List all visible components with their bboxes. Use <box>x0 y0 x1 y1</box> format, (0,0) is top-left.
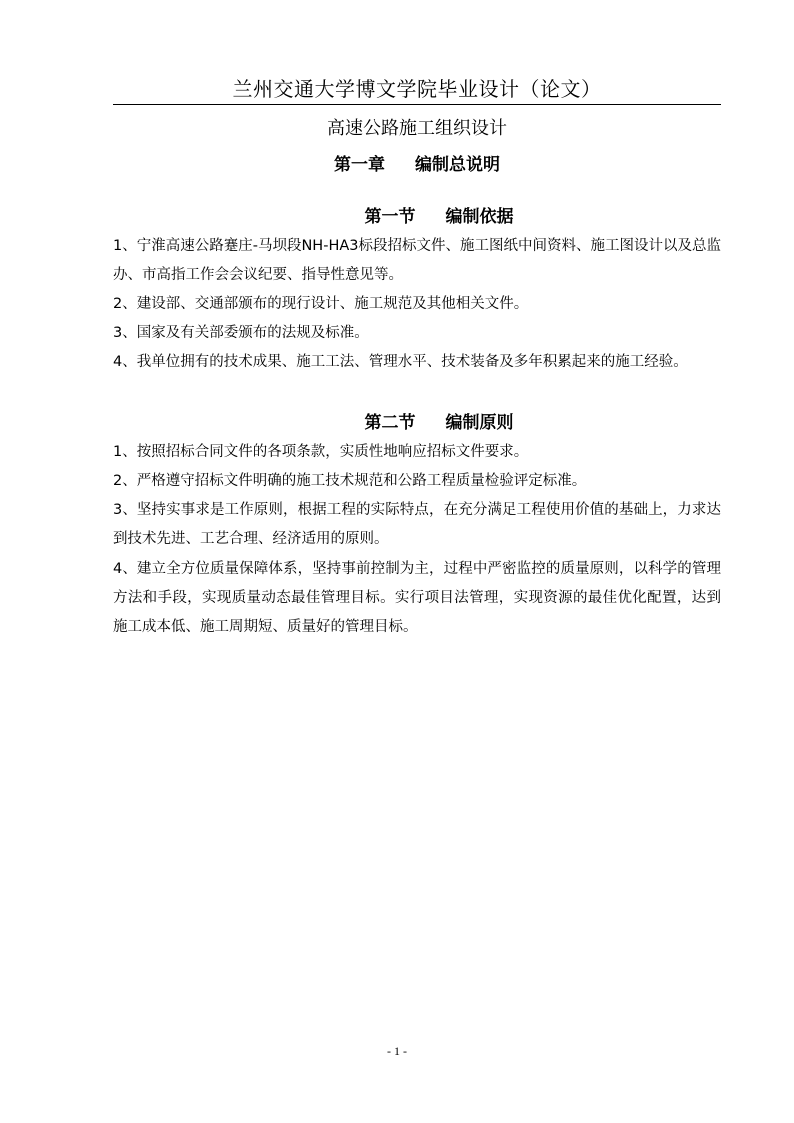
section-number: 第一节 <box>364 207 416 227</box>
list-item: 4、我单位拥有的技术成果、施工工法、管理水平、技术装备及多年积累起来的施工经验。 <box>113 354 688 370</box>
running-header: 兰州交通大学博文学院毕业设计（论文） <box>232 77 602 101</box>
list-item: 2、建设部、交通部颁布的现行设计、施工规范及其他相关文件。 <box>113 296 529 312</box>
list-item: 1、宁淮高速公路蹇庄-马坝段NH-HA3标段招标文件、施工图纸中间资料、施工图设计以及总监办、市高指工作会会议纪要、指导性意见等。 <box>113 238 721 283</box>
list-item: 4、建立全方位质量保障体系，坚持事前控制为主，过程中严密监控的质量原则，以科学的管理方法和手段，实现质量动态最佳管理目标。实行项目法管理，实现资源的最佳优化配置，达到施工成本低、施工周期短、质量好的管理目标。 <box>113 561 721 635</box>
list-item: 2、严格遵守招标文件明确的施工技术规范和公路工程质量检验评定标准。 <box>113 473 587 489</box>
header-rule <box>113 104 721 105</box>
chapter-heading <box>113 153 721 177</box>
document-title: 高速公路施工组织设计 <box>327 118 507 139</box>
section-number: 第二节 <box>364 413 416 433</box>
section-name: 编制原则 <box>445 413 514 433</box>
chapter-name: 编制总说明 <box>415 155 500 175</box>
list-item: 1、按照招标合同文件的各项条款，实质性地响应招标文件要求。 <box>113 444 529 460</box>
section-heading-2 <box>113 411 765 435</box>
section-name: 编制依据 <box>445 207 514 227</box>
page-number: - 1 - <box>387 1044 407 1058</box>
chapter-number: 第一章 <box>334 155 385 175</box>
section-heading-1 <box>113 205 765 229</box>
list-item: 3、国家及有关部委颁布的法规及标准。 <box>113 325 369 341</box>
list-item: 3、坚持实事求是工作原则，根据工程的实际特点，在充分满足工程使用价值的基础上，力求达到技术先进、工艺合理、经济适用的原则。 <box>113 502 721 547</box>
